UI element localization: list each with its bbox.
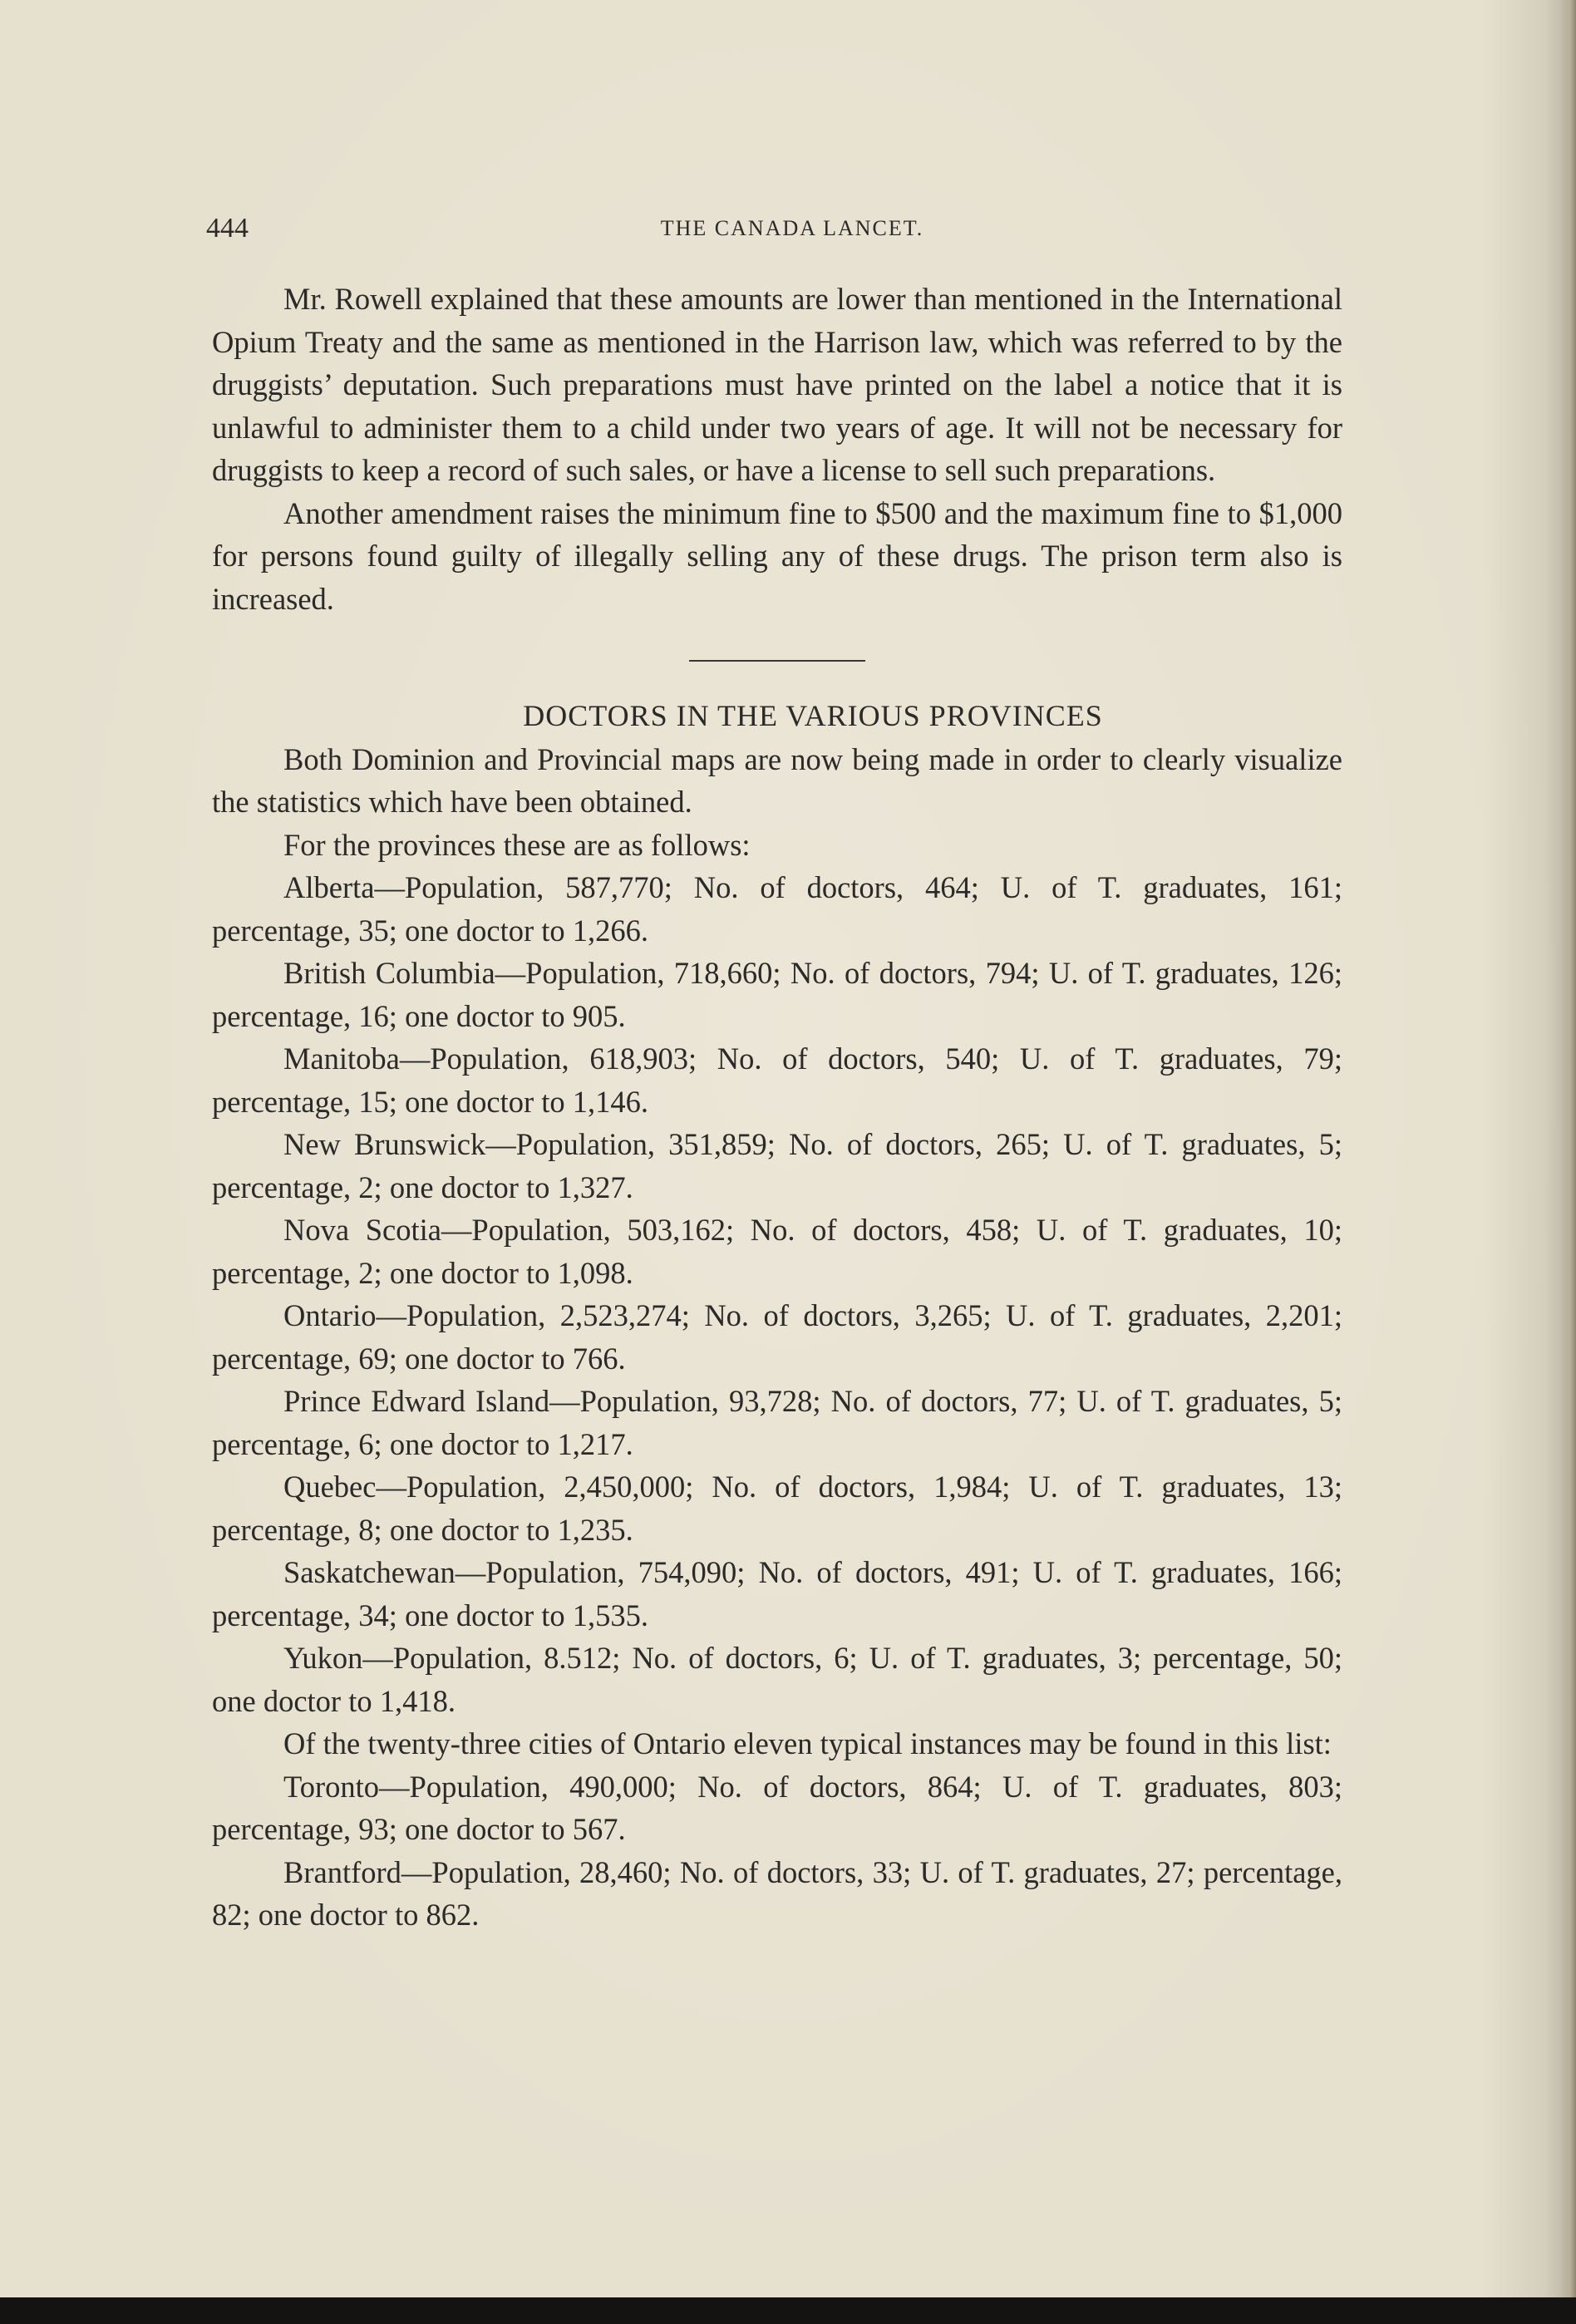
province-entry-yukon: Yukon—Population, 8.512; No. of doctors, 6; U. of T. graduates, 3; percentage, 50; one doctor to 1,418. (212, 1641, 1342, 1718)
province-entry-new-brunswick: New Brunswick—Population, 351,859; No. of doctors, 265; U. of T. graduates, 5; percentage, 2; one doctor to 1,327. (212, 1127, 1342, 1204)
province-entry-saskatchewan: Saskatchewan—Population, 754,090; No. of doctors, 491; U. of T. graduates, 166; percentage, 34; one doctor to 1,535. (212, 1555, 1342, 1632)
province-entry-nova-scotia: Nova Scotia—Population, 503,162; No. of doctors, 458; U. of T. graduates, 10; percentage, 2; one doctor to 1,098. (212, 1213, 1342, 1290)
province-entry-alberta: Alberta—Population, 587,770; No. of doctors, 464; U. of T. graduates, 161; percentage, 35; one doctor to 1,266. (212, 870, 1342, 948)
province-entry-ontario: Ontario—Population, 2,523,274; No. of doctors, 3,265; U. of T. graduates, 2,201; percentage, 69; one doctor to 766. (212, 1298, 1342, 1376)
city-entry-brantford: Brantford—Population, 28,460; No. of doctors, 33; U. of T. graduates, 27; percentage, 82; one doctor to 862. (212, 1854, 1342, 1932)
province-entry-prince-edward-island: Prince Edward Island—Population, 93,728; No. of doctors, 77; U. of T. graduates, 5; percentage, 6; one doctor to 1,217. (212, 1384, 1342, 1461)
paragraph-provinces-lead: For the provinces these are as follows: (283, 827, 751, 862)
page-header (206, 213, 1345, 249)
section-heading: DOCTORS IN THE VARIOUS PROVINCES (523, 699, 1103, 732)
page-number: 444 (206, 213, 249, 244)
paragraph-cities-intro: Of the twenty-three cities of Ontario eleven typical instances may be found in this list: (283, 1726, 1332, 1760)
province-entry-manitoba: Manitoba—Population, 618,903; No. of doctors, 540; U. of T. graduates, 79; percentage, 15; one doctor to 1,146. (212, 1041, 1342, 1119)
running-title: THE CANADA LANCET. (660, 216, 924, 240)
paragraph-amendment: Another amendment raises the minimum fine to $500 and the maximum fine to $1,000 for persons found guilty of illegally selling any of these drugs. The prison term also is increased. (212, 495, 1342, 616)
paragraph-rowell: Mr. Rowell explained that these amounts are lower than mentioned in the International Opium Treaty and the same as mentioned in the Harrison law, which was referred to by the druggists’ deputation. Such preparations must have printed on the label a notice that it is unlawful to administer them to a child under two years of age. It will not be necessary for druggists to keep a record of such sales, or have a license to sell such preparations. (212, 282, 1342, 487)
province-entry-british-columbia: British Columbia—Population, 718,660; No. of doctors, 794; U. of T. graduates, 126; percentage, 16; one doctor to 905. (212, 956, 1342, 1033)
scan-bottom-border (0, 2297, 1576, 2324)
paragraph-maps: Both Dominion and Provincial maps are now being made in order to clearly visualize the statistics which have been obtained. (212, 741, 1342, 819)
province-entry-quebec: Quebec—Population, 2,450,000; No. of doctors, 1,984; U. of T. graduates, 13; percentage, 8; one doctor to 1,235. (212, 1470, 1342, 1547)
body-text (212, 278, 1342, 1937)
page-edge-shadow (1561, 0, 1576, 2297)
city-entry-toronto: Toronto—Population, 490,000; No. of doctors, 864; U. of T. graduates, 803; percentage, 93; one doctor to 567. (212, 1769, 1342, 1846)
section-divider (689, 660, 865, 662)
